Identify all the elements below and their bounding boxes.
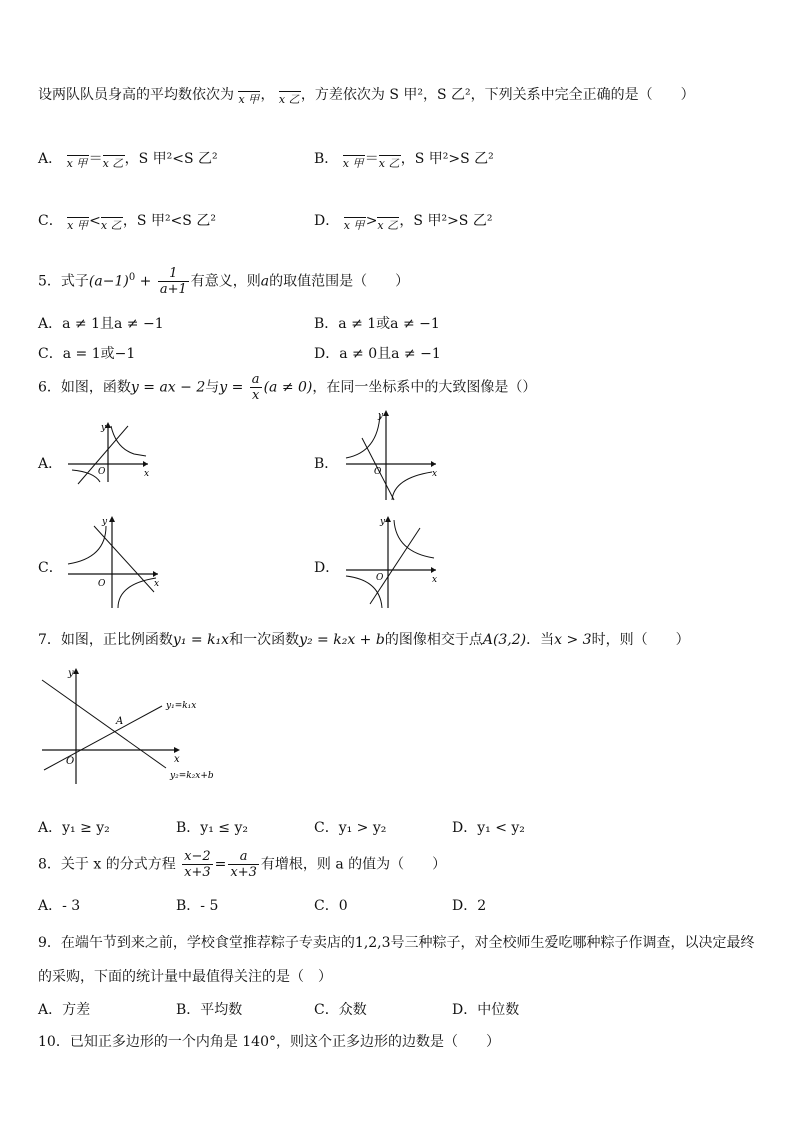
q5-stem: 5．式子$(a-1)^0$ + $\frac{1}{a+1}$ 有意义，则a的取值范围是（ ）: [38, 266, 410, 297]
svg-text:y: y: [102, 517, 108, 527]
svg-text:A: A: [116, 716, 124, 727]
svg-text:y: y: [68, 668, 74, 679]
q6-graph-d: [342, 514, 440, 610]
svg-text:y: y: [380, 517, 386, 527]
q6-graph-a: [64, 420, 154, 486]
q9-line1: 9．在端午节到来之前，学校食堂推荐粽子专卖店的1,2,3号三种粽子，对全校师生爱吃哪种粽子作调查，以决定最终: [38, 935, 755, 951]
q5-option-a[interactable]: A．a ≠ 1且a ≠ −1: [38, 316, 164, 332]
q5-option-b[interactable]: B．a ≠ 1或a ≠ −1: [314, 316, 440, 332]
svg-text:y: y: [101, 423, 107, 433]
q6-option-a[interactable]: A．: [38, 456, 63, 472]
q8-rhs-fraction: $\frac{a}{x+3}$: [230, 849, 257, 880]
q9-option-d[interactable]: D．中位数: [452, 1002, 520, 1018]
q4-option-d[interactable]: D． x 甲 > x 乙 ，S 甲²>S 乙²: [314, 213, 493, 232]
q7-option-a[interactable]: A．y₁ ≥ y₂: [38, 820, 110, 836]
q6-graph-b: [342, 408, 440, 502]
svg-text:y: y: [378, 411, 384, 421]
q4-option-a[interactable]: A． x 甲 ＝ x 乙 ，S 甲²<S 乙²: [38, 151, 218, 170]
svg-text:x: x: [144, 469, 150, 479]
q8-option-c[interactable]: C．0: [314, 898, 348, 914]
q6-option-b[interactable]: B．: [314, 456, 339, 472]
q9-option-c[interactable]: C．众数: [314, 1002, 367, 1018]
q7-option-d[interactable]: D．y₁ < y₂: [452, 820, 525, 836]
svg-text:x: x: [174, 754, 180, 765]
q7-option-b[interactable]: B．y₁ ≤ y₂: [176, 820, 248, 836]
q4-option-b[interactable]: B． x 甲 ＝ x 乙 ，S 甲²>S 乙²: [314, 151, 494, 170]
q6-graph-c: [64, 514, 162, 610]
q8-option-a[interactable]: A．- 3: [38, 898, 81, 914]
svg-text:x: x: [432, 575, 438, 585]
svg-text:O: O: [98, 579, 106, 589]
svg-text:x: x: [432, 469, 438, 479]
q5-fraction: $\frac{1}{a+1}$: [159, 266, 187, 297]
svg-text:O: O: [374, 467, 382, 477]
q7-graph: [36, 664, 236, 788]
q9-option-b[interactable]: B．平均数: [176, 1002, 243, 1018]
q7-option-c[interactable]: C．y₁ > y₂: [314, 820, 387, 836]
svg-text:y₁=k₁x: y₁=k₁x: [166, 701, 197, 711]
xbar-yi: x 乙: [278, 93, 300, 106]
q8-option-b[interactable]: B．- 5: [176, 898, 219, 914]
q7-stem: 7．如图，正比例函数y₁ = k₁x和一次函数y₂ = k₂x + b的图像相交于点A(3,2)．当x > 3时，则（ ）: [38, 632, 690, 648]
q9-option-a[interactable]: A．方差: [38, 1002, 91, 1018]
q5-option-d[interactable]: D．a ≠ 0且a ≠ −1: [314, 346, 441, 362]
q9-line2: 的采购，下面的统计量中最值得关注的是（ ）: [38, 969, 332, 985]
q5-option-c[interactable]: C．a = 1或−1: [38, 346, 136, 362]
q8-lhs-fraction: $\frac{x-2}{x+3}$: [184, 849, 211, 880]
svg-text:O: O: [98, 467, 106, 477]
q4-option-c[interactable]: C． x 甲 < x 乙 ，S 甲²<S 乙²: [38, 213, 216, 232]
svg-text:O: O: [376, 573, 384, 583]
q10-stem: 10．已知正多边形的一个内角是 140°，则这个正多边形的边数是（ ）: [38, 1034, 500, 1050]
q8-stem: 8．关于 x 的分式方程 $\frac{x-2}{x+3}$ = $\frac{a}{x+3}$ 有增根，则 a 的值为（ ）: [38, 849, 447, 880]
xbar-jia: x 甲: [238, 93, 260, 106]
svg-text:y₂=k₂x+b: y₂=k₂x+b: [170, 771, 214, 781]
q6-option-d[interactable]: D．: [314, 560, 340, 576]
q6-fraction: $\frac{a}{x}$: [251, 372, 260, 403]
q6-option-c[interactable]: C．: [38, 560, 63, 576]
svg-text:O: O: [66, 756, 75, 767]
svg-text:x: x: [154, 579, 160, 589]
q6-stem: 6．如图，函数y = ax − 2与y = $\frac{a}{x}$ (a ≠ 0)，在同一坐标系中的大致图像是（）: [38, 372, 537, 403]
q8-option-d[interactable]: D．2: [452, 898, 487, 914]
q4-stem: 设两队队员身高的平均数依次为 x 甲 ， x 乙 ，方差依次为 S 甲²，S 乙²，下列关系中完全正确的是（ ）: [38, 87, 695, 106]
